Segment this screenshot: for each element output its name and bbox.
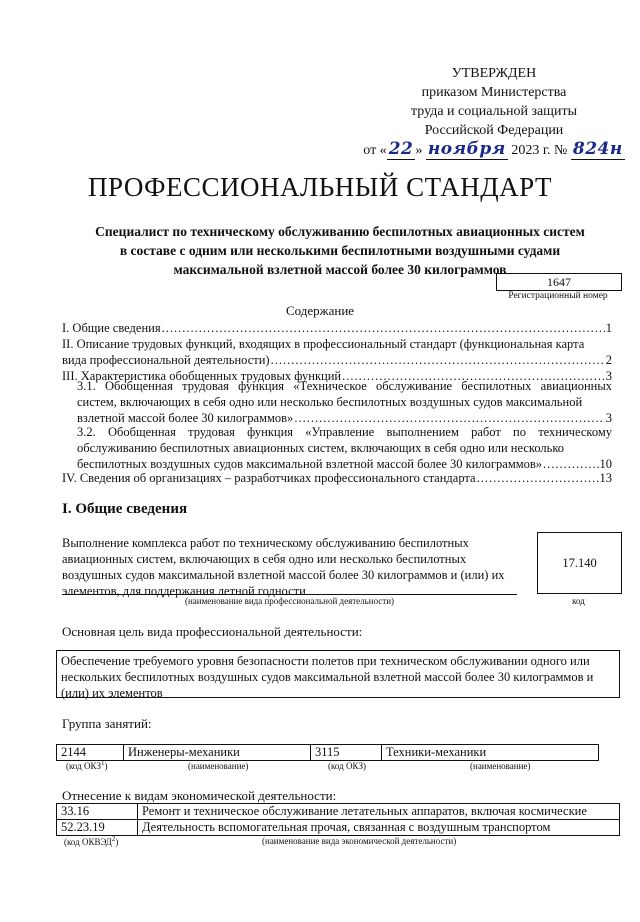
okved-name-cell: Деятельность вспомогательная прочая, связанная с воздушным транспортом bbox=[138, 820, 620, 836]
approval-line-4: Российской Федерации bbox=[424, 123, 564, 138]
standard-subtitle: Специалист по техническому обслуживанию беспилотных авиационных систем в составе с одним или несколькими беспилотными воздушными судами максимальной взлетной массой более 30 килограммов bbox=[95, 224, 585, 277]
econ-activity-label: Отнесение к видам экономической деятельности: bbox=[62, 788, 337, 803]
okz-code-cell: 3115 bbox=[311, 745, 382, 761]
registration-number-box: 1647 bbox=[496, 273, 622, 291]
occupation-group-table bbox=[56, 744, 599, 761]
toc-item-3[interactable]: III. Характеристика обобщенных трудовых функций ..... 3 bbox=[62, 368, 612, 384]
okved-code-cell: 33.16 bbox=[57, 804, 138, 820]
activity-kind-text: Выполнение комплекса работ по техническому обслуживанию беспилотных авиационных систем, включающих в себя одно или несколько беспилотных воздушных судов максимальной взлетной массой более 30 килограммов и (или) их элементов, для поддержания летной годности bbox=[62, 536, 505, 598]
okved-name-cell: Ремонт и техническое обслуживание летательных аппаратов, включая космические bbox=[138, 804, 620, 820]
okz-code-cell: 2144 bbox=[57, 745, 124, 761]
table-row bbox=[57, 820, 620, 836]
toc-item-2[interactable]: II. Описание трудовых функций, входящих в профессиональный стандарт (функциональная карта вида профессиональной деятельности) ..... 2 bbox=[62, 336, 612, 368]
okved-code-cell: 52.23.19 bbox=[57, 820, 138, 836]
econ-activity-table bbox=[56, 803, 620, 836]
okz-name-cell: Инженеры-механики bbox=[124, 745, 311, 761]
occupation-group-label: Группа занятий: bbox=[62, 716, 152, 731]
section-title: I. Общие сведения bbox=[62, 501, 188, 517]
okz-name-caption-2: (наименование) bbox=[470, 761, 531, 771]
okz-code-caption-2: (код ОКЗ) bbox=[328, 761, 366, 771]
toc-heading: Содержание bbox=[285, 303, 355, 318]
okz-code-caption: (код ОКЗ$^1$) bbox=[66, 759, 108, 771]
toc-item-3-1[interactable]: 3.1. Обобщенная трудовая функция «Техническое обслуживание беспилотных авиационных систем, включающих в себя одно или несколько беспилотных воздушных судов максимальной взлетной массой более 30 килограммов» ..... 3 bbox=[62, 378, 612, 426]
approval-line-3: труда и социальной защиты bbox=[411, 104, 577, 119]
activity-code-box: 17.140 bbox=[537, 532, 622, 594]
toc-item-4[interactable]: IV. Сведения об организациях – разработчиках профессионального стандарта ..... 13 bbox=[62, 470, 612, 486]
registration-number-caption: Регистрационный номер bbox=[508, 291, 608, 301]
table-row bbox=[57, 745, 599, 761]
toc-item-1[interactable]: I. Общие сведения ..... 1 bbox=[62, 320, 612, 336]
approval-line-2: приказом Министерства bbox=[421, 85, 567, 100]
okz-name-cell: Техники-механики bbox=[382, 745, 599, 761]
page-title: ПРОФЕССИОНАЛЬНЫЙ СТАНДАРТ bbox=[87, 172, 553, 202]
toc-item-3-2[interactable]: 3.2. Обобщенная трудовая функция «Управление выполнением работ по техническому обслуживанию беспилотных авиационных систем, включающих в себя одно или несколько беспилотных воздушных судов максимальной взлетной массой более 30 килограммов» ..... 10 bbox=[62, 424, 612, 472]
activity-code-caption: код bbox=[572, 596, 585, 606]
okved-name-caption: (наименование вида экономической деятельности) bbox=[262, 836, 457, 846]
goal-text-box: Обеспечение требуемого уровня безопасности полетов при техническом обслуживании одного или нескольких беспилотных воздушных судов максимальной взлетной массой более 30 килограммов и (или) их элементов bbox=[56, 650, 620, 698]
approval-day: 22 bbox=[388, 139, 414, 159]
approval-date-line: от « 22 » ноября 2023 г. № 824н bbox=[363, 139, 623, 159]
activity-kind-caption: (наименование вида профессиональной деятельности) bbox=[184, 596, 395, 606]
goal-label: Основная цель вида профессиональной деятельности: bbox=[62, 624, 363, 639]
okved-code-caption: (код ОКВЭД$^2$) bbox=[64, 835, 119, 847]
table-row bbox=[57, 804, 620, 820]
approval-line-1: УТВЕРЖДЕН bbox=[451, 66, 537, 81]
activity-kind-underline bbox=[62, 594, 517, 595]
approval-block bbox=[360, 64, 628, 160]
approval-month: ноября bbox=[427, 139, 506, 159]
okz-name-caption: (наименование) bbox=[188, 761, 249, 771]
approval-number: 824н bbox=[572, 139, 623, 159]
